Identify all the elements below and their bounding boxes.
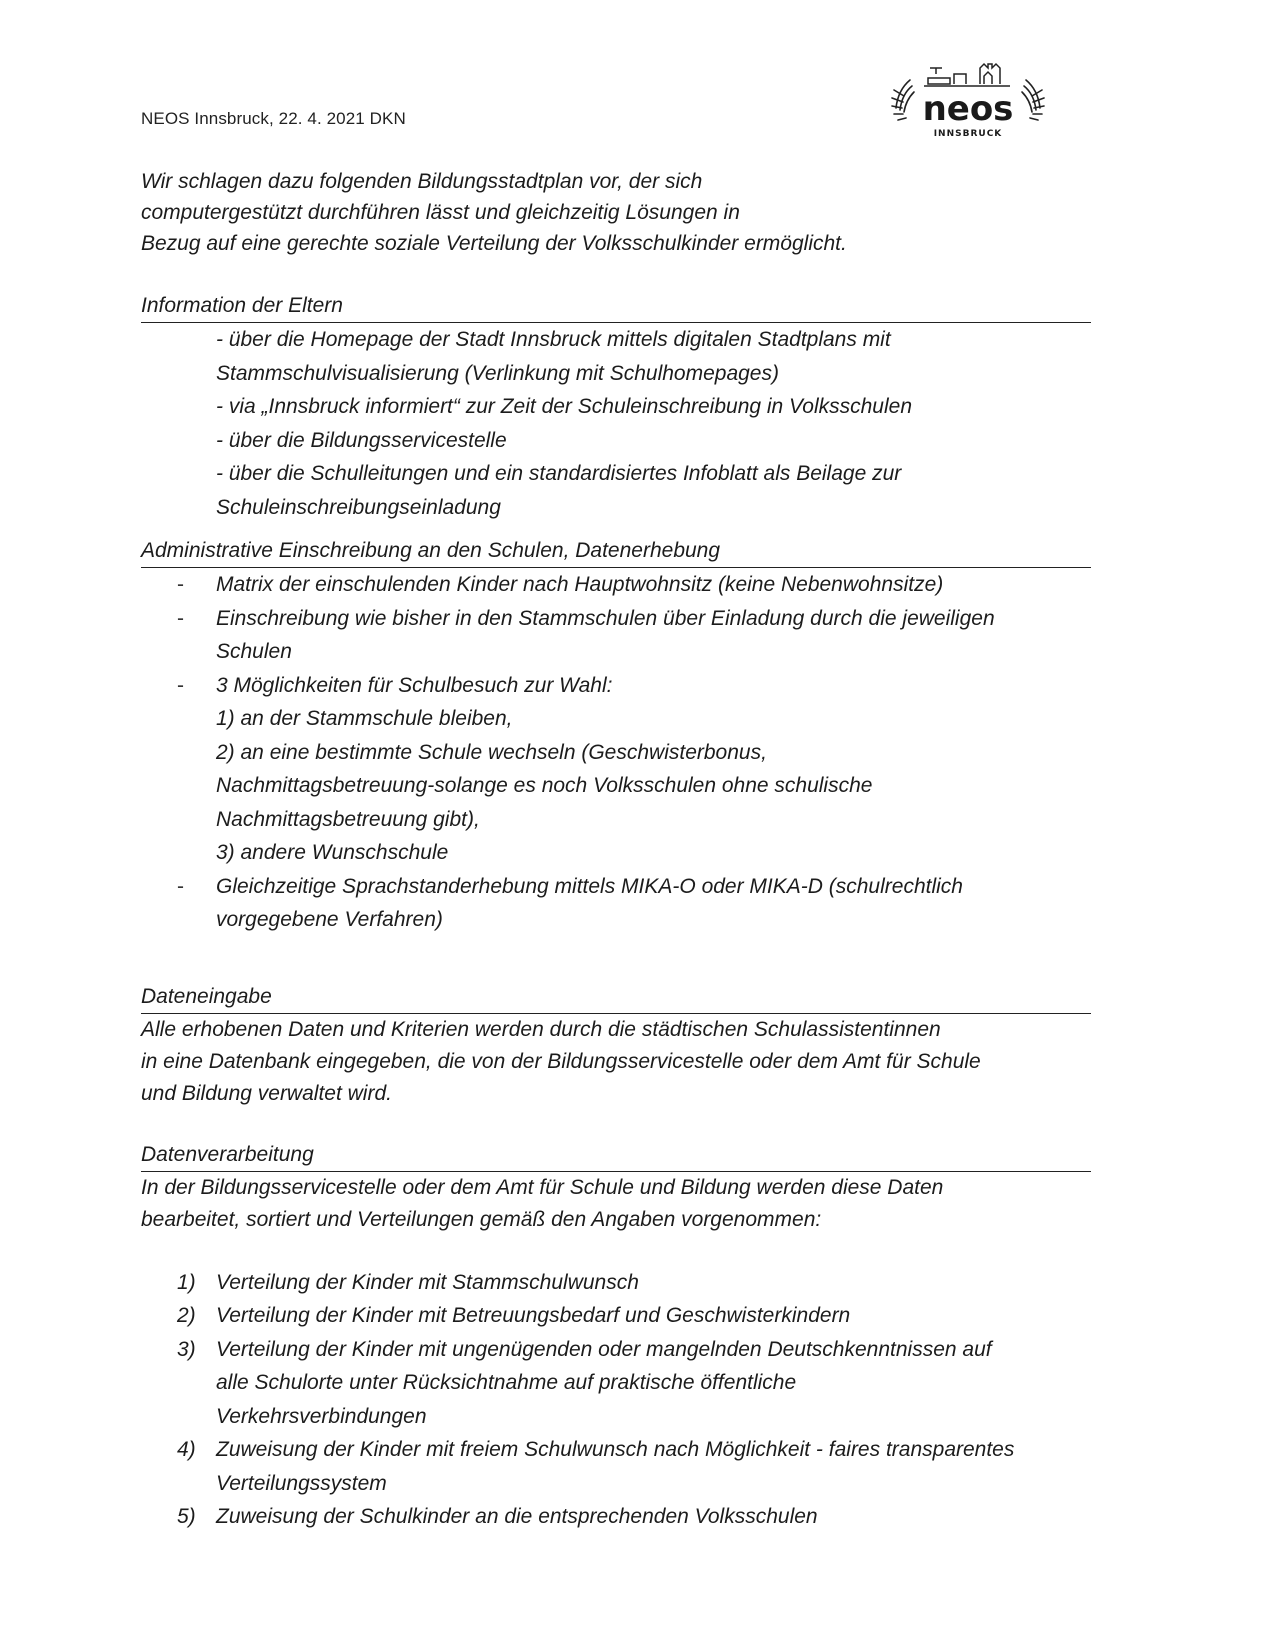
list-item: 3) Verteilung der Kinder mit ungenügenden oder mangelnden Deutschkenntnissen auf alle Schulorte unter Rücksichtnahme auf praktische öffentliche Verkehrsverbindungen (141, 1333, 1091, 1434)
dash-marker: - (177, 874, 184, 898)
logo-subtitle: INNSBRUCK (933, 129, 1003, 139)
dash-marker: - (177, 606, 184, 630)
list-item: - Gleichzeitige Sprachstanderhebung mittels MIKA-O oder MIKA-D (schulrechtlich vorgegebene Verfahren) (141, 870, 1091, 937)
section-title: Dateneingabe (141, 982, 1091, 1014)
list-item: 2) Verteilung der Kinder mit Betreuungsbedarf und Geschwisterkindern (141, 1299, 1091, 1333)
list-item: 5) Zuweisung der Schulkinder an die entsprechenden Volksschulen (141, 1500, 1091, 1534)
list-number: 1) (177, 1270, 196, 1294)
list-item: Schuleinschreibungseinladung (216, 495, 501, 519)
neos-innsbruck-logo (884, 60, 1052, 150)
list-number: 5) (177, 1505, 196, 1528)
document-header-date: NEOS Innsbruck, 22. 4. 2021 DKN (141, 109, 406, 128)
list-number: 4) (177, 1438, 196, 1461)
document-body (141, 166, 1091, 1534)
section-title: Datenverarbeitung (141, 1140, 1091, 1172)
right-wing-icon (1022, 80, 1044, 120)
dash-marker: - (177, 573, 184, 596)
section-title: Information der Eltern (141, 291, 1091, 323)
list-item: - 3 Möglichkeiten für Schulbesuch zur Wahl: 1) an der Stammschule bleiben, 2) an eine bestimmte Schule wechseln (Geschwisterbonus, Nachmittagsbetreuung-solange es noch Volksschulen ohne schulische Nachmittagsbetreuung gibt), 3) andere Wunschschule (141, 669, 1091, 870)
dash-marker: - (177, 673, 184, 697)
datenverarbeitung-paragraph: In der Bildungsservicestelle oder dem Amt für Schule und Bildung werden diese Daten bearbeitet, sortiert und Verteilungen gemäß den Angaben vorgenommen: (141, 1175, 944, 1231)
list-item: - Matrix der einschulenden Kinder nach Hauptwohnsitz (keine Nebenwohnsitze) (141, 568, 1091, 602)
information-list (141, 323, 1091, 524)
list-item: - Einschreibung wie bisher in den Stammschulen über Einladung durch die jeweiligen Schulen (141, 602, 1091, 669)
list-number: 2) (177, 1304, 196, 1327)
logo-wordmark: neos (922, 89, 1014, 129)
list-item: Stammschulvisualisierung (Verlinkung mit Schulhomepages) (216, 361, 779, 385)
left-wing-icon (892, 80, 914, 120)
list-item: 4) Zuweisung der Kinder mit freiem Schulwunsch nach Möglichkeit - faires transparentes Verteilungssystem (141, 1433, 1091, 1500)
list-item: - über die Schulleitungen und ein standardisiertes Infoblatt als Beilage zur (216, 462, 902, 485)
dateneingabe-paragraph: Alle erhobenen Daten und Kriterien werden durch die städtischen Schulassistentinnen in eine Datenbank eingegeben, die von der Bildungsservicestelle oder dem Amt für Schule und Bildung verwaltet wird. (141, 1017, 981, 1105)
list-item: - über die Homepage der Stadt Innsbruck mittels digitalen Stadtplans mit (216, 328, 891, 351)
city-skyline-icon (924, 64, 1010, 86)
list-item: - via „Innsbruck informiert“ zur Zeit der Schuleinschreibung in Volksschulen (216, 395, 913, 418)
section-title: Administrative Einschreibung an den Schulen, Datenerhebung (141, 536, 1091, 568)
section-information-der-eltern (141, 291, 1091, 524)
list-item: 1) Verteilung der Kinder mit Stammschulwunsch (141, 1266, 1091, 1300)
list-number: 3) (177, 1337, 196, 1361)
list-item: - über die Bildungsservicestelle (216, 428, 507, 452)
section-dateneingabe (141, 982, 1091, 1110)
section-datenverarbeitung (141, 1140, 1091, 1534)
intro-paragraph: Wir schlagen dazu folgenden Bildungsstadtplan vor, der sich computergestützt durchführen lässt und gleichzeitig Lösungen in Bezug auf eine gerechte soziale Verteilung der Volksschulkinder ermöglicht. (141, 170, 847, 255)
section-administrative-einschreibung (141, 536, 1091, 937)
verteilung-list (141, 1266, 1091, 1534)
administrative-list (141, 568, 1091, 937)
